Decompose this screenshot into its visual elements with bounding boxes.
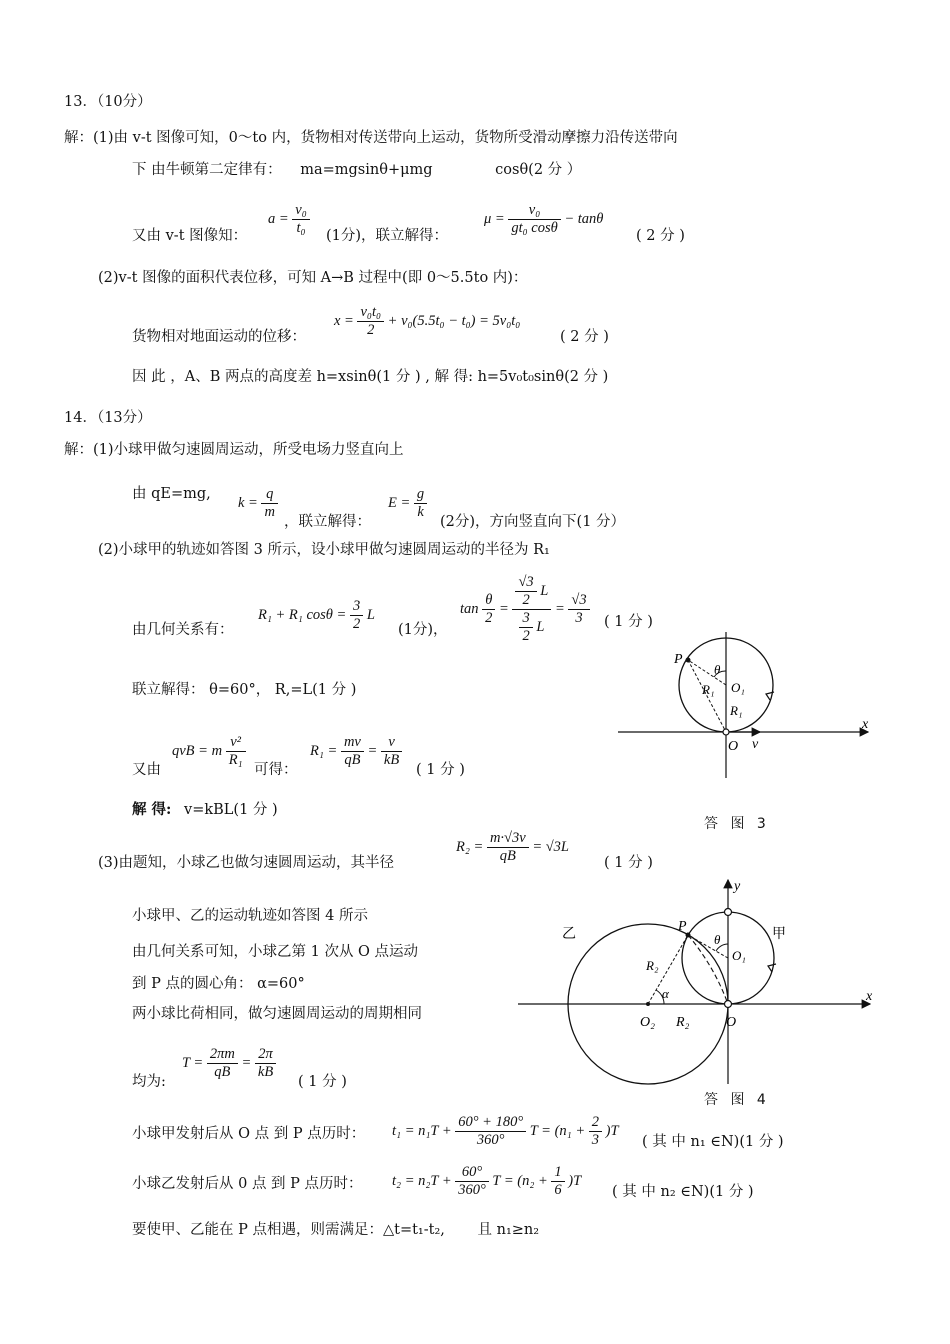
formula-t1: [392, 1114, 619, 1149]
formula-e-num: g: [414, 486, 427, 504]
formula-t-num1: 2πm: [207, 1046, 238, 1064]
formula-mu-tail: − tanθ: [564, 210, 604, 227]
q13-l2-text: 下 由牛顿第二定律有：: [132, 162, 282, 178]
fig4-label-p: P: [678, 919, 687, 934]
fig4-caption: 答 图 4: [704, 1092, 770, 1108]
formula-t2-mid: T = (n₂ +: [492, 1172, 548, 1189]
formula-mu-den: gt₀ cosθ: [511, 220, 558, 236]
figure-4: [514, 876, 880, 1086]
fig4-label-r2b: R₂: [676, 1015, 690, 1030]
formula-mu-frac: [508, 202, 560, 237]
fig3-label-o: O: [728, 739, 739, 754]
q14-line-10: 由几何关系可知，小球乙第 1 次从 O 点运动: [132, 944, 419, 960]
formula-r1-num: 3: [350, 598, 363, 616]
formula-mu-lhs: μ =: [484, 210, 505, 227]
formula-t-den1: qB: [214, 1064, 231, 1080]
formula-t2-fn: 1: [551, 1164, 564, 1182]
q13-l3-score: ( 2 分 ): [636, 228, 685, 244]
q13-line-6: 因 此 ，A、B 两点的高度差 h=xsinθ(1 分 ) , 解 得: h=5v₀t₀sinθ(2 分 ): [132, 369, 609, 385]
formula-rr-num1: mv: [341, 734, 364, 752]
q14-line-12: 两小球比荷相同，做匀速圆周运动的周期相同: [132, 1006, 422, 1022]
q14-l4-mid: (1分)，: [398, 622, 448, 638]
fig3-caption: 答 图 3: [704, 816, 770, 832]
formula-mu: [484, 202, 603, 237]
formula-tan-angle: [482, 592, 495, 627]
formula-r2-frac: [487, 830, 529, 865]
q14-header: 14．（13分）: [64, 410, 152, 426]
formula-t2-lhs: t₂ = n₂T +: [392, 1172, 452, 1189]
fig4-label-y: y: [734, 879, 741, 894]
q14-line-5: 联立解得： θ=60°， R,=L(1 分 ): [132, 682, 357, 698]
q14-l6-mid: 可得：: [254, 762, 298, 778]
formula-r1-den: 2: [352, 616, 361, 632]
formula-x-frac: [357, 304, 384, 339]
fig4-label-jia: 甲: [772, 926, 786, 942]
formula-t2-end: )T: [568, 1172, 582, 1189]
formula-t2-small-frac: [551, 1164, 564, 1199]
formula-t-num2: 2π: [255, 1046, 276, 1064]
q14-l13-text: 均为:: [132, 1074, 166, 1090]
formula-r1-frac: [350, 598, 363, 633]
q14-l2-text: 由 qE=mg,: [132, 486, 211, 502]
formula-x-den: 2: [367, 322, 375, 338]
q13-l5-text: 货物相对地面运动的位移：: [132, 329, 306, 345]
formula-t2: [392, 1164, 581, 1199]
q14-l2-mid: ，联立解得：: [284, 514, 371, 530]
q14-line-16: [132, 1220, 539, 1240]
fig3-label-theta: θ: [714, 662, 721, 677]
q14-l6-score: ( 1 分 ): [416, 762, 465, 778]
formula-k-lhs: k =: [238, 494, 258, 511]
formula-tan-bd2: 2: [522, 628, 530, 644]
q14-l8-text: (3)由题知，小球乙也做匀速圆周运动，其半径: [98, 855, 395, 871]
q14-l16-constraint: 且 n₁≥n₂: [477, 1222, 540, 1238]
q13-l3-mid: (1分)，联立解得：: [326, 228, 449, 244]
fig3-label-r1a: R₁: [702, 682, 715, 697]
q14-line-7: [132, 800, 278, 820]
q14-l16-condition: 要使甲、乙能在 P 点相遇，则需满足：△t=t₁-t₂,: [132, 1222, 445, 1238]
formula-t1-num: 60° + 180°: [455, 1114, 526, 1132]
formula-tan-result: [568, 592, 589, 627]
fig3-point-p: [686, 658, 691, 663]
fig3-origin: [723, 729, 729, 735]
fig4-label-x: x: [866, 989, 873, 1004]
formula-r2-num: m·√3v: [487, 830, 529, 848]
q14-l7-value: v=kBL(1 分 ): [184, 802, 278, 818]
formula-k: [238, 486, 278, 521]
formula-t-frac-1: [207, 1046, 238, 1081]
formula-tan-bd: 3: [519, 610, 532, 628]
fig3-label-r1b: R₁: [730, 703, 743, 718]
formula-rr-frac-2: [381, 734, 402, 769]
fig4-label-o1: O₁: [732, 948, 746, 963]
q13-newton-eq: ma=mgsinθ+μmg: [300, 162, 433, 178]
q14-line-11: 到 P 点的圆心角： α=60°: [132, 976, 305, 992]
formula-a-frac: [292, 202, 309, 237]
q13-line-2: [132, 160, 581, 180]
formula-t1-small-frac: [589, 1114, 602, 1149]
formula-qvb-frac: [226, 734, 246, 769]
q14-l7-label: 解 得:: [132, 801, 172, 818]
q14-l2-score: (2分)，方向竖直向下(1 分）: [440, 514, 626, 530]
formula-r1: [258, 598, 375, 633]
formula-t-lhs: T =: [182, 1054, 204, 1071]
fig4-label-o2: O₂: [640, 1015, 655, 1030]
formula-qvb: [172, 734, 246, 769]
q13-header: 13．（10分）: [64, 94, 152, 110]
formula-qvb-num: v²: [226, 734, 246, 752]
formula-rr-den2: kB: [383, 752, 400, 768]
formula-t2-frac: [455, 1164, 489, 1199]
formula-x-num: v₀t₀: [357, 304, 384, 322]
formula-t1-fn: 2: [589, 1114, 602, 1132]
fig4-label-yi: 乙: [562, 926, 576, 942]
q13-line-4: (2)v-t 图像的面积代表位移，可知 A→B 过程中(即 0～5.5to 内)：: [98, 270, 528, 286]
fig4-label-theta: θ: [714, 932, 721, 947]
fig3-label-p: P: [674, 652, 683, 667]
formula-rr-lhs: R₁ =: [310, 742, 338, 759]
formula-rr-frac-1: [341, 734, 364, 769]
formula-t1-lhs: t₁ = n₁T +: [392, 1122, 452, 1139]
formula-r2-den: qB: [499, 848, 516, 864]
formula-r1-tail: L: [366, 606, 375, 623]
formula-tan-bn2: 2: [522, 592, 530, 608]
fig4-label-r2a: R₂: [646, 958, 659, 973]
formula-tan-lhs: tan: [460, 600, 479, 617]
formula-t1-mid: T = (n₁ +: [529, 1122, 586, 1139]
q14-l14-text: 小球甲发射后从 O 点 到 P 点历时：: [132, 1126, 366, 1142]
q14-line-1: 解：(1)小球甲做匀速圆周运动，所受电场力竖直向上: [64, 442, 404, 458]
formula-k-den: m: [264, 504, 275, 520]
formula-tan: tan $\frac{\theta}{2}$ = $\frac{√3}{2}$ L $\frac{3}{2}$ L = $\frac{√3}{3}$: [460, 574, 590, 645]
q14-l15-text: 小球乙发射后从 0 点 到 P 点历时：: [132, 1176, 363, 1192]
formula-k-frac: [261, 486, 277, 521]
fig3-label-x: x: [862, 717, 869, 732]
formula-tan-rden: 3: [575, 610, 583, 626]
formula-tan-big-den: $\frac{3}{2}$ L: [512, 610, 551, 645]
q13-newton-score: cosθ(2 分 ）: [495, 162, 582, 178]
q13-line-1: 解：(1)由 v-t 图像可知，0～to 内，货物相对传送带向上运动，货物所受滑动摩擦力沿传送带向: [64, 130, 678, 146]
formula-t2-den: 360°: [458, 1182, 486, 1198]
formula-e-den: k: [417, 504, 424, 520]
formula-r2-tail: = √3L: [532, 838, 569, 855]
formula-t1-end: )T: [605, 1122, 619, 1139]
q14-l13-score: ( 1 分 ): [298, 1074, 347, 1090]
formula-qvb-den: R₁: [228, 752, 243, 768]
formula-x: [334, 304, 520, 339]
formula-t-den2: kB: [257, 1064, 274, 1080]
formula-a: [268, 202, 310, 237]
formula-tan-num: θ: [482, 592, 495, 610]
formula-r2-lhs: R₂ =: [456, 838, 484, 855]
formula-rr: R₁ = $\frac{mv}{qB}$ = $\frac{v}{kB}$: [310, 734, 402, 769]
fig4-top-point: [725, 909, 732, 916]
q14-l15-score: ( 其 中 n₂ ∈N)(1 分 ): [612, 1184, 754, 1200]
formula-a-lhs: a =: [268, 210, 289, 227]
formula-k-num: q: [261, 486, 277, 504]
formula-x-tail: + v₀(5.5t₀ − t₀) = 5v₀t₀: [387, 312, 521, 329]
formula-t2-num: 60°: [455, 1164, 489, 1182]
formula-t1-fd: 3: [591, 1132, 599, 1148]
q14-l6-text: 又由: [132, 762, 161, 778]
fig3-label-v: v: [752, 737, 759, 752]
formula-tan-big-num: $\frac{√3}{2}$ L: [512, 574, 551, 610]
q14-l14-score: ( 其 中 n₁ ∈N)(1 分 ): [642, 1134, 784, 1150]
fig4-label-o: O: [726, 1015, 737, 1030]
formula-x-lhs: x =: [334, 312, 354, 329]
formula-rr-den1: qB: [344, 752, 361, 768]
formula-t1-frac: [455, 1114, 526, 1149]
fig3-label-o1: O₁: [731, 680, 745, 695]
q14-l4-text: 由几何关系有：: [132, 622, 234, 638]
formula-t-frac-2: [255, 1046, 276, 1081]
formula-e-frac: [414, 486, 427, 521]
fig4-origin: [725, 1001, 732, 1008]
formula-tan-rnum: √3: [568, 592, 589, 610]
formula-t2-fd: 6: [554, 1182, 562, 1198]
q13-l5-score: ( 2 分 ): [560, 329, 609, 345]
q14-l8-score: ( 1 分 ): [604, 855, 653, 871]
formula-tan-den: 2: [485, 610, 493, 626]
formula-e-lhs: E =: [388, 494, 411, 511]
formula-tan-bn: √3: [515, 574, 536, 592]
formula-r1-lhs: R₁ + R₁ cosθ =: [258, 606, 347, 623]
fig4-label-alpha: α: [662, 986, 669, 1001]
q14-line-3: (2)小球甲的轨迹如答图 3 所示，设小球甲做匀速圆周运动的半径为 R₁: [98, 542, 550, 558]
formula-a-num: v₀: [292, 202, 309, 220]
q14-l4-score: ( 1 分 ): [604, 614, 653, 630]
formula-r2: [456, 830, 569, 865]
formula-qvb-lhs: qvB = m: [172, 742, 223, 759]
formula-mu-num: v₀: [508, 202, 560, 220]
figure-3: [610, 630, 880, 790]
formula-a-den: t₀: [296, 220, 306, 236]
formula-tan-big: [512, 574, 551, 645]
fig4-o2-point: [646, 1002, 650, 1006]
formula-t: T = $\frac{2\pi m}{qB}$ = $\frac{2\pi}{kB}$: [182, 1046, 276, 1081]
formula-t1-den: 360°: [476, 1132, 505, 1148]
q13-l3-text: 又由 v-t 图像知：: [132, 228, 248, 244]
formula-rr-num2: v: [381, 734, 402, 752]
formula-e: [388, 486, 427, 521]
q14-line-9: 小球甲、乙的运动轨迹如答图 4 所示: [132, 908, 368, 924]
